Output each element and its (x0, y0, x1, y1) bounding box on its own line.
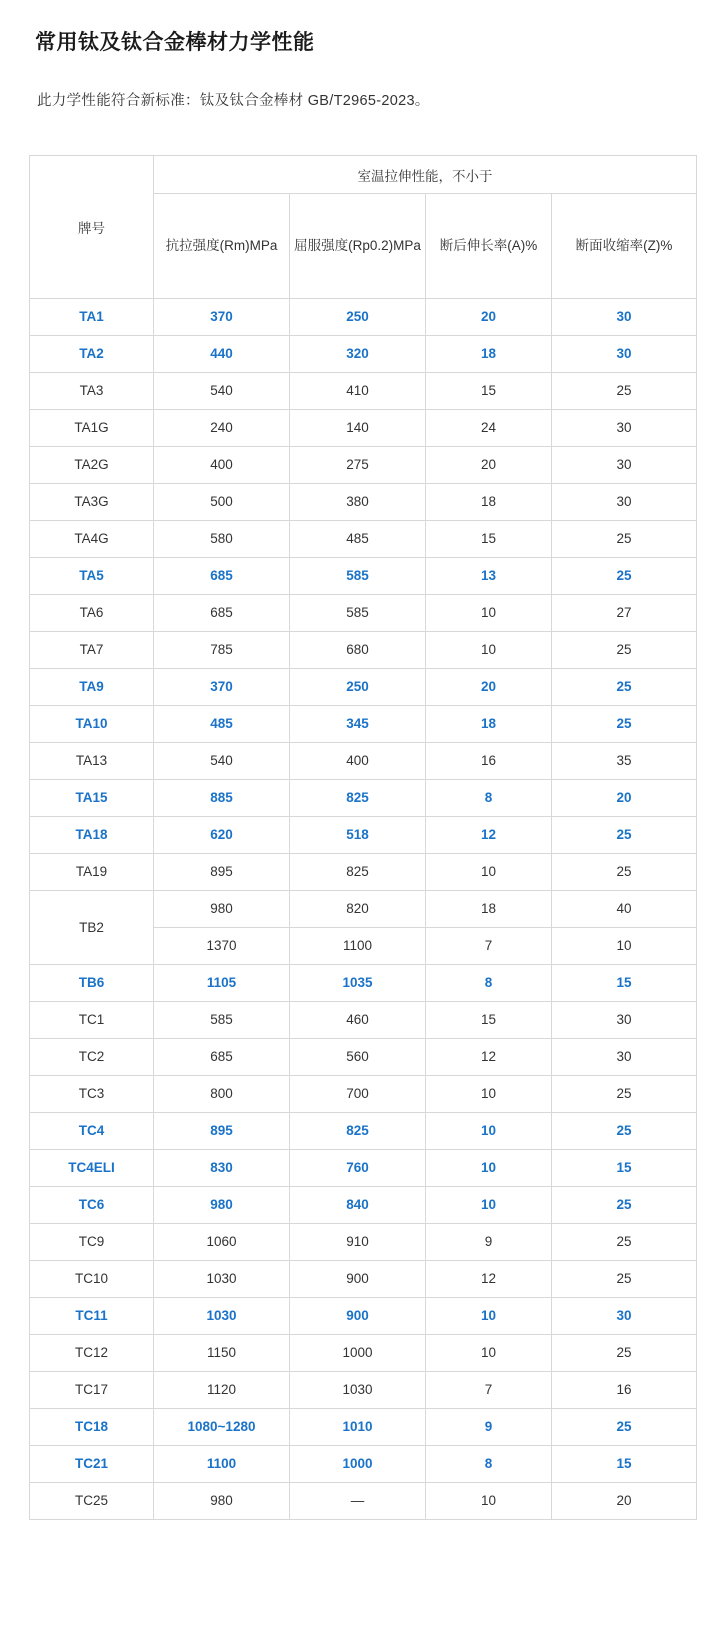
cell-reduction-of-area: 25 (552, 1261, 697, 1298)
cell-tensile-strength: 1100 (154, 1446, 290, 1483)
cell-elongation: 8 (426, 965, 552, 1002)
cell-reduction-of-area: 25 (552, 1113, 697, 1150)
cell-elongation: 9 (426, 1224, 552, 1261)
cell-yield-strength: 585 (290, 595, 426, 632)
cell-tensile-strength: 800 (154, 1076, 290, 1113)
cell-yield-strength: 345 (290, 706, 426, 743)
cell-grade: TC25 (30, 1483, 154, 1520)
cell-reduction-of-area: 15 (552, 1446, 697, 1483)
cell-grade: TC11 (30, 1298, 154, 1335)
cell-grade: TA13 (30, 743, 154, 780)
cell-elongation: 24 (426, 410, 552, 447)
table-row (30, 1113, 697, 1150)
cell-tensile-strength: 580 (154, 521, 290, 558)
cell-tensile-strength: 1105 (154, 965, 290, 1002)
cell-yield-strength: 460 (290, 1002, 426, 1039)
cell-grade: TA18 (30, 817, 154, 854)
cell-yield-strength: 1035 (290, 965, 426, 1002)
cell-elongation: 10 (426, 1335, 552, 1372)
cell-yield-strength: 900 (290, 1298, 426, 1335)
cell-tensile-strength: 500 (154, 484, 290, 521)
cell-tensile-strength: 1030 (154, 1298, 290, 1335)
table-row (30, 854, 697, 891)
cell-elongation: 20 (426, 299, 552, 336)
cell-reduction-of-area: 27 (552, 595, 697, 632)
cell-tensile-strength: 980 (154, 1187, 290, 1224)
cell-tensile-strength: 1060 (154, 1224, 290, 1261)
cell-tensile-strength: 540 (154, 373, 290, 410)
table-row (30, 1150, 697, 1187)
table-row (30, 336, 697, 373)
cell-grade: TC2 (30, 1039, 154, 1076)
table-row (30, 632, 697, 669)
cell-elongation: 12 (426, 1261, 552, 1298)
column-header-reduction-of-area: 断面收缩率(Z)% (552, 194, 697, 299)
cell-reduction-of-area: 30 (552, 447, 697, 484)
cell-reduction-of-area: 10 (552, 928, 697, 965)
table-body (30, 299, 697, 1520)
cell-tensile-strength: 620 (154, 817, 290, 854)
cell-yield-strength: 250 (290, 669, 426, 706)
cell-grade: TB2 (30, 891, 154, 965)
cell-grade: TC9 (30, 1224, 154, 1261)
cell-grade: TC4ELI (30, 1150, 154, 1187)
table-row (30, 780, 697, 817)
cell-reduction-of-area: 25 (552, 854, 697, 891)
cell-reduction-of-area: 25 (552, 817, 697, 854)
cell-elongation: 8 (426, 1446, 552, 1483)
cell-grade: TA3G (30, 484, 154, 521)
cell-reduction-of-area: 40 (552, 891, 697, 928)
cell-yield-strength: 1010 (290, 1409, 426, 1446)
cell-tensile-strength: 440 (154, 336, 290, 373)
cell-elongation: 10 (426, 1113, 552, 1150)
cell-yield-strength: 1000 (290, 1335, 426, 1372)
page-bottom-spacer (28, 1520, 695, 1560)
document-page (0, 26, 723, 1560)
cell-elongation: 15 (426, 1002, 552, 1039)
cell-elongation: 20 (426, 447, 552, 484)
table-row (30, 891, 697, 928)
cell-tensile-strength: 400 (154, 447, 290, 484)
cell-reduction-of-area: 30 (552, 1002, 697, 1039)
cell-reduction-of-area: 30 (552, 484, 697, 521)
cell-grade: TA2G (30, 447, 154, 484)
table-row (30, 1261, 697, 1298)
cell-reduction-of-area: 15 (552, 965, 697, 1002)
table-row (30, 521, 697, 558)
cell-yield-strength: 320 (290, 336, 426, 373)
table-row (30, 817, 697, 854)
cell-reduction-of-area: 30 (552, 336, 697, 373)
cell-yield-strength: 825 (290, 854, 426, 891)
cell-tensile-strength: 1030 (154, 1261, 290, 1298)
cell-yield-strength: 1000 (290, 1446, 426, 1483)
cell-tensile-strength: 685 (154, 595, 290, 632)
cell-tensile-strength: 1080~1280 (154, 1409, 290, 1446)
cell-reduction-of-area: 25 (552, 632, 697, 669)
cell-elongation: 10 (426, 854, 552, 891)
cell-elongation: 15 (426, 373, 552, 410)
cell-yield-strength: 820 (290, 891, 426, 928)
cell-grade: TB6 (30, 965, 154, 1002)
table-row (30, 706, 697, 743)
cell-tensile-strength: 1150 (154, 1335, 290, 1372)
column-header-tensile-strength: 抗拉强度(Rm)MPa (154, 194, 290, 299)
cell-tensile-strength: 485 (154, 706, 290, 743)
table-row (30, 1483, 697, 1520)
cell-tensile-strength: 370 (154, 299, 290, 336)
cell-grade: TA5 (30, 558, 154, 595)
table-row (30, 1409, 697, 1446)
table-row (30, 1298, 697, 1335)
table-head (30, 156, 697, 299)
cell-yield-strength: 825 (290, 1113, 426, 1150)
table-row (30, 1372, 697, 1409)
cell-tensile-strength: 980 (154, 1483, 290, 1520)
cell-grade: TC4 (30, 1113, 154, 1150)
table-header-group-row (30, 156, 697, 194)
table-row (30, 669, 697, 706)
table-row (30, 1002, 697, 1039)
table-row (30, 743, 697, 780)
cell-grade: TA3 (30, 373, 154, 410)
column-header-grade: 牌号 (30, 156, 154, 299)
table-row (30, 1224, 697, 1261)
cell-reduction-of-area: 25 (552, 1335, 697, 1372)
cell-reduction-of-area: 25 (552, 706, 697, 743)
cell-tensile-strength: 540 (154, 743, 290, 780)
table-row (30, 1039, 697, 1076)
cell-grade: TA10 (30, 706, 154, 743)
cell-tensile-strength: 685 (154, 1039, 290, 1076)
cell-elongation: 8 (426, 780, 552, 817)
cell-tensile-strength: 980 (154, 891, 290, 928)
cell-yield-strength: 680 (290, 632, 426, 669)
column-header-yield-strength: 屈服强度(Rp0.2)MPa (290, 194, 426, 299)
cell-grade: TA1G (30, 410, 154, 447)
cell-reduction-of-area: 20 (552, 780, 697, 817)
cell-reduction-of-area: 25 (552, 1187, 697, 1224)
column-header-elongation: 断后伸长率(A)% (426, 194, 552, 299)
cell-elongation: 10 (426, 1150, 552, 1187)
table-row (30, 595, 697, 632)
cell-reduction-of-area: 30 (552, 1039, 697, 1076)
cell-elongation: 7 (426, 1372, 552, 1409)
cell-elongation: 10 (426, 1483, 552, 1520)
table-row (30, 410, 697, 447)
cell-yield-strength: 275 (290, 447, 426, 484)
cell-yield-strength: 910 (290, 1224, 426, 1261)
cell-elongation: 16 (426, 743, 552, 780)
cell-tensile-strength: 585 (154, 1002, 290, 1039)
cell-elongation: 10 (426, 1187, 552, 1224)
cell-yield-strength: 700 (290, 1076, 426, 1113)
table-row (30, 373, 697, 410)
cell-elongation: 12 (426, 1039, 552, 1076)
cell-yield-strength: 400 (290, 743, 426, 780)
cell-yield-strength: 410 (290, 373, 426, 410)
table-row (30, 299, 697, 336)
cell-yield-strength: 1030 (290, 1372, 426, 1409)
cell-yield-strength: 380 (290, 484, 426, 521)
table-row (30, 484, 697, 521)
cell-yield-strength: 250 (290, 299, 426, 336)
cell-elongation: 15 (426, 521, 552, 558)
mechanical-properties-table (29, 155, 697, 1520)
cell-yield-strength: — (290, 1483, 426, 1520)
cell-grade: TC21 (30, 1446, 154, 1483)
cell-grade: TA2 (30, 336, 154, 373)
cell-reduction-of-area: 25 (552, 558, 697, 595)
column-header-group: 室温拉伸性能，不小于 (154, 156, 697, 194)
cell-elongation: 10 (426, 595, 552, 632)
cell-yield-strength: 840 (290, 1187, 426, 1224)
cell-reduction-of-area: 30 (552, 299, 697, 336)
cell-grade: TA7 (30, 632, 154, 669)
cell-elongation: 10 (426, 1298, 552, 1335)
cell-reduction-of-area: 16 (552, 1372, 697, 1409)
cell-reduction-of-area: 15 (552, 1150, 697, 1187)
cell-grade: TC12 (30, 1335, 154, 1372)
table-row (30, 558, 697, 595)
cell-yield-strength: 485 (290, 521, 426, 558)
cell-tensile-strength: 1120 (154, 1372, 290, 1409)
cell-yield-strength: 585 (290, 558, 426, 595)
cell-yield-strength: 825 (290, 780, 426, 817)
cell-grade: TC1 (30, 1002, 154, 1039)
cell-yield-strength: 140 (290, 410, 426, 447)
cell-tensile-strength: 785 (154, 632, 290, 669)
cell-grade: TA4G (30, 521, 154, 558)
cell-reduction-of-area: 25 (552, 1409, 697, 1446)
table-row (30, 965, 697, 1002)
table-row (30, 1076, 697, 1113)
cell-reduction-of-area: 25 (552, 521, 697, 558)
table-row (30, 1335, 697, 1372)
cell-elongation: 18 (426, 891, 552, 928)
cell-elongation: 20 (426, 669, 552, 706)
cell-tensile-strength: 370 (154, 669, 290, 706)
cell-yield-strength: 1100 (290, 928, 426, 965)
cell-grade: TA15 (30, 780, 154, 817)
performance-table-wrap (29, 155, 695, 1520)
cell-grade: TC17 (30, 1372, 154, 1409)
cell-reduction-of-area: 25 (552, 669, 697, 706)
cell-grade: TC10 (30, 1261, 154, 1298)
cell-reduction-of-area: 25 (552, 1076, 697, 1113)
page-subtitle: 此力学性能符合新标准：钛及钛合金棒材 GB/T2965-2023。 (37, 93, 430, 109)
cell-elongation: 13 (426, 558, 552, 595)
cell-tensile-strength: 685 (154, 558, 290, 595)
cell-grade: TC3 (30, 1076, 154, 1113)
table-row (30, 447, 697, 484)
cell-tensile-strength: 895 (154, 854, 290, 891)
page-title: 常用钛及钛合金棒材力学性能 (35, 31, 315, 54)
table-row (30, 1446, 697, 1483)
cell-reduction-of-area: 30 (552, 1298, 697, 1335)
cell-reduction-of-area: 35 (552, 743, 697, 780)
cell-elongation: 12 (426, 817, 552, 854)
cell-yield-strength: 560 (290, 1039, 426, 1076)
cell-elongation: 18 (426, 706, 552, 743)
cell-elongation: 18 (426, 484, 552, 521)
cell-yield-strength: 760 (290, 1150, 426, 1187)
cell-elongation: 10 (426, 632, 552, 669)
cell-grade: TA6 (30, 595, 154, 632)
cell-reduction-of-area: 30 (552, 410, 697, 447)
cell-tensile-strength: 895 (154, 1113, 290, 1150)
cell-tensile-strength: 1370 (154, 928, 290, 965)
cell-grade: TC18 (30, 1409, 154, 1446)
cell-reduction-of-area: 20 (552, 1483, 697, 1520)
cell-reduction-of-area: 25 (552, 373, 697, 410)
cell-tensile-strength: 240 (154, 410, 290, 447)
cell-tensile-strength: 830 (154, 1150, 290, 1187)
cell-elongation: 18 (426, 336, 552, 373)
cell-yield-strength: 518 (290, 817, 426, 854)
cell-grade: TC6 (30, 1187, 154, 1224)
cell-tensile-strength: 885 (154, 780, 290, 817)
cell-elongation: 7 (426, 928, 552, 965)
table-row (30, 1187, 697, 1224)
cell-reduction-of-area: 25 (552, 1224, 697, 1261)
cell-grade: TA19 (30, 854, 154, 891)
cell-elongation: 10 (426, 1076, 552, 1113)
cell-grade: TA9 (30, 669, 154, 706)
cell-elongation: 9 (426, 1409, 552, 1446)
cell-yield-strength: 900 (290, 1261, 426, 1298)
cell-grade: TA1 (30, 299, 154, 336)
